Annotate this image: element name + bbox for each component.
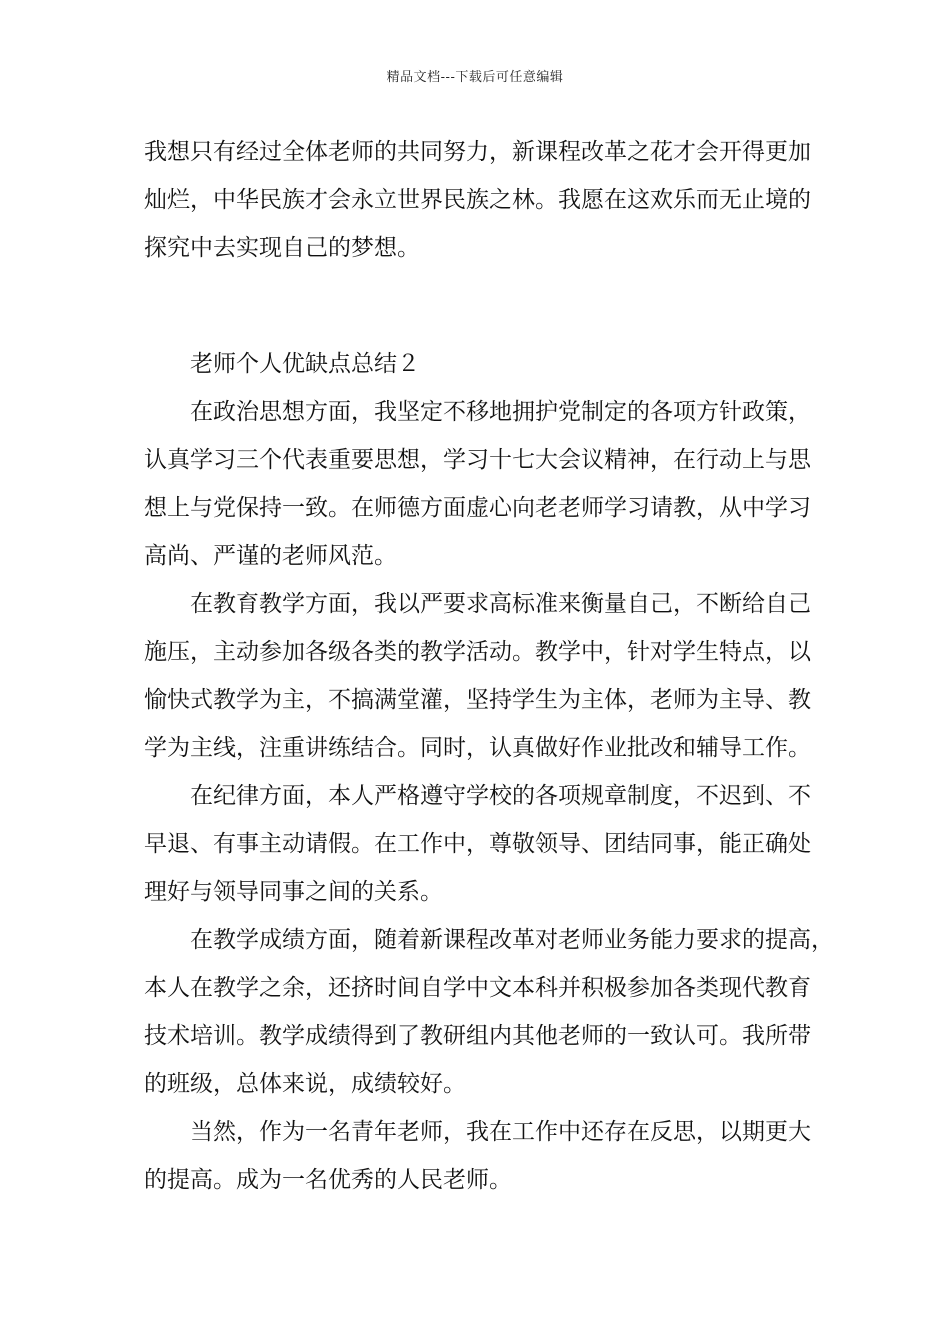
paragraph-results xyxy=(144,916,834,1108)
text-line: 的班级，总体来说，成绩较好。 xyxy=(144,1071,466,1097)
text-line: 在教学成绩方面，随着新课程改革对老师业务能力要求的提高， xyxy=(190,927,834,953)
text-line: 在政治思想方面，我坚定不移地拥护党制定的各项方针政策， xyxy=(190,399,811,425)
paragraph-reflection xyxy=(144,1108,812,1204)
intro-paragraph xyxy=(144,128,812,272)
text-line: 的提高。成为一名优秀的人民老师。 xyxy=(144,1167,512,1193)
text-line: 本人在教学之余，还挤时间自学中文本科并积极参加各类现代教育 xyxy=(144,975,811,1001)
text-line: 在教育教学方面，我以严要求高标准来衡量自己，不断给自己 xyxy=(190,591,811,617)
paragraph-discipline xyxy=(144,772,812,916)
text-line: 我想只有经过全体老师的共同努力，新课程改革之花才会开得更加 xyxy=(144,139,811,165)
section-gap xyxy=(144,272,812,340)
section-title: 老师个人优缺点总结２ xyxy=(190,351,420,377)
paragraph-teaching xyxy=(144,580,812,772)
document-body xyxy=(144,128,834,1204)
text-line: 施压，主动参加各级各类的教学活动。教学中，针对学生特点，以 xyxy=(144,639,811,665)
text-line: 技术培训。教学成绩得到了教研组内其他老师的一致认可。我所带 xyxy=(144,1023,811,1049)
text-line: 早退、有事主动请假。在工作中，尊敬领导、团结同事，能正确处 xyxy=(144,831,811,857)
text-line: 当然，作为一名青年老师，我在工作中还存在反思，以期更大 xyxy=(190,1119,811,1145)
text-line: 在纪律方面，本人严格遵守学校的各项规章制度，不迟到、不 xyxy=(190,783,811,809)
text-line: 愉快式教学为主，不搞满堂灌，坚持学生为主体，老师为主导、教 xyxy=(144,687,811,713)
text-line: 学为主线，注重讲练结合。同时，认真做好作业批改和辅导工作。 xyxy=(144,735,811,761)
text-line: 探究中去实现自己的梦想。 xyxy=(144,235,420,261)
text-line: 认真学习三个代表重要思想，学习十七大会议精神，在行动上与思 xyxy=(144,447,811,473)
text-line: 高尚、严谨的老师风范。 xyxy=(144,543,397,569)
text-line: 想上与党保持一致。在师德方面虚心向老老师学习请教，从中学习 xyxy=(144,495,811,521)
paragraph-politics xyxy=(144,388,812,580)
page-header: 精品文档---下载后可任意编辑 xyxy=(386,70,564,85)
text-line: 灿烂，中华民族才会永立世界民族之林。我愿在这欢乐而无止境的 xyxy=(144,187,811,213)
text-line: 理好与领导同事之间的关系。 xyxy=(144,879,443,905)
